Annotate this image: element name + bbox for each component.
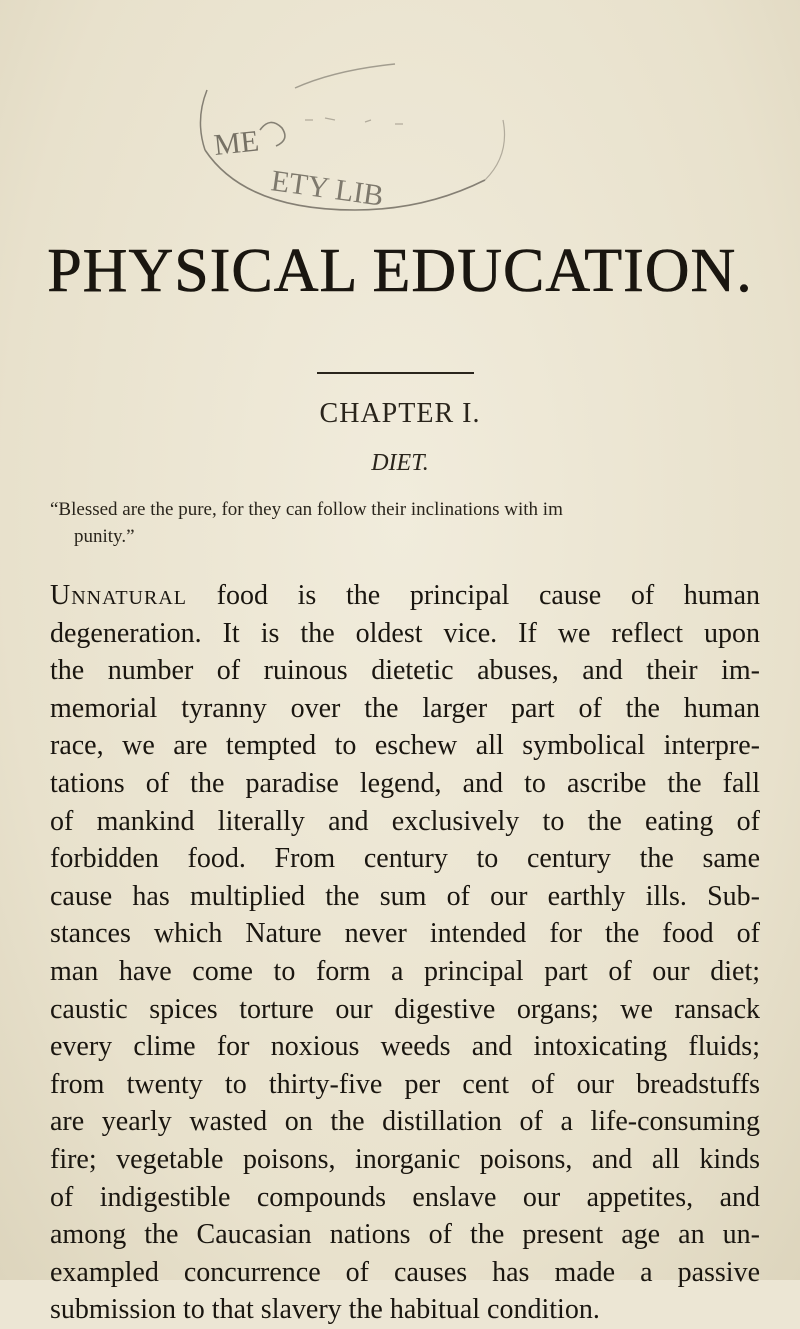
chapter-title: CHAPTER I. [319,398,481,429]
body-line: memorial tyranny over the larger part of the human [50,692,760,724]
body-line: forbidden food. From century to century the same [50,843,760,875]
book-title: PHYSICAL EDUCATION. [47,237,753,305]
body-line: Unnatural food is the principal cause of human [50,580,760,611]
body-line: the number of ruinous dietetic abuses, and their im- [50,655,760,687]
body-line: fire; vegetable poisons, inorganic poisons, and all kinds [50,1143,760,1175]
library-stamp-graphic [185,60,525,220]
body-line: from twenty to thirty-five per cent of our breadstuffs [50,1068,760,1100]
chapter-subtitle: DIET. [371,450,429,476]
body-line: cause has multiplied the sum of our earthly ills. Sub- [50,880,760,912]
title-divider [317,372,474,374]
body-line: of mankind literally and exclusively to the eating of [50,805,760,837]
body-paragraph [50,577,760,1329]
epigraph-line-1: “Blessed are the pure, for they can follow their inclinations with im [50,499,563,520]
body-line: tations of the paradise legend, and to ascribe the fall [50,767,760,799]
first-word: Unnatural [50,580,187,611]
body-line: among the Caucasian nations of the present age an un- [50,1219,760,1251]
body-line: degeneration. It is the oldest vice. If we reflect upon [50,617,760,649]
body-line: race, we are tempted to eschew all symbolical interpre- [50,730,760,762]
body-line: exampled concurrence of causes has made a passive [50,1256,760,1288]
stamp-text-2: ETY LIB [269,164,386,213]
body-line: of indigestible compounds enslave our appetites, and [50,1181,760,1213]
epigraph-line-2: punity.” [74,526,135,547]
body-line: are yearly wasted on the distillation of a life-consuming [50,1106,760,1138]
library-stamp-icon [185,60,525,220]
epigraph [50,496,750,550]
body-line: stances which Nature never intended for the food of [50,918,760,950]
body-line: caustic spices torture our digestive organs; we ransack [50,993,760,1025]
body-line: man have come to form a principal part of our diet; [50,955,760,987]
stamp-text-1: ME [212,124,261,162]
body-line: every clime for noxious weeds and intoxicating fluids; [50,1031,760,1063]
body-line: submission to that slavery the habitual condition. [50,1294,600,1326]
